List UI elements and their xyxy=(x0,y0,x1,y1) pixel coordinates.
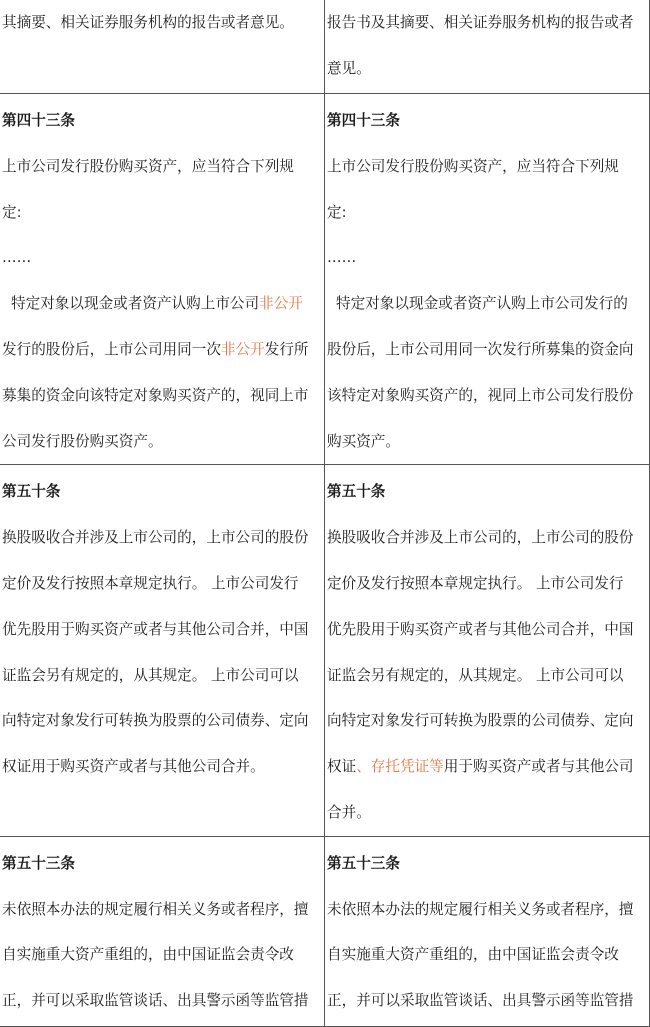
text-line: 自实施重大资产重组的，由中国证监会责令改 xyxy=(327,946,619,964)
text-line: 正，并可以采取监管谈话、出具警示函等监管措 xyxy=(2,992,309,1010)
article-heading: 第五十三条 xyxy=(2,854,75,872)
text-segment: 发行的股份后，上市公司用同一次 xyxy=(2,340,221,358)
text-line: 换股吸收合并涉及上市公司的，上市公司的股份 xyxy=(2,529,309,547)
new-text-cell xyxy=(325,465,650,836)
article-heading: 第五十条 xyxy=(2,483,61,501)
text-line: 公司发行股份购买资产。 xyxy=(2,432,163,450)
text-line: 正，并可以采取监管谈话、出具警示函等监管措 xyxy=(327,992,634,1010)
text-line: 向特定对象发行可转换为股票的公司债券、定向 xyxy=(327,712,634,730)
text-line: 该特定对象购买资产的，视同上市公司发行股份 xyxy=(327,386,634,404)
text-line: 未依照本办法的规定履行相关义务或者程序，擅 xyxy=(327,900,634,918)
article-heading: 第四十三条 xyxy=(327,112,400,129)
old-text-cell xyxy=(0,0,325,94)
text-line: 定价及发行按照本章规定执行。 上市公司发行 xyxy=(2,574,299,592)
text-line: 意见。 xyxy=(327,59,371,77)
table-row xyxy=(0,465,650,836)
table-row xyxy=(0,836,650,1026)
article-heading: 第五十三条 xyxy=(327,854,400,872)
text-line: 向特定对象发行可转换为股票的公司债券、定向 xyxy=(2,712,309,730)
old-text-cell xyxy=(0,836,325,1026)
text-segment: 发行所 xyxy=(264,340,309,358)
old-text-cell xyxy=(0,465,325,836)
new-text-cell xyxy=(325,0,650,94)
text-line: 报告书及其摘要、相关证券服务机构的报告或者 xyxy=(327,14,634,31)
text-line: 未依照本办法的规定履行相关义务或者程序，擅 xyxy=(2,900,309,918)
text-line: 优先股用于购买资产或者与其他公司合并，中国 xyxy=(2,620,309,638)
text-line: 证监会另有规定的，从其规定。 上市公司可以 xyxy=(2,666,299,684)
text-line: 购买资产。 xyxy=(327,432,400,450)
text-segment: 特定对象以现金或者资产认购上市公司 xyxy=(11,295,260,313)
text-line: …… xyxy=(327,249,357,267)
text-line xyxy=(2,281,324,327)
highlighted-text: 非公开 xyxy=(259,295,303,313)
new-text-cell xyxy=(325,836,650,1026)
text-line: 定: xyxy=(327,203,347,221)
text-line: 合并。 xyxy=(327,803,371,821)
text-line: 特定对象以现金或者资产认购上市公司发行的 xyxy=(336,295,628,313)
text-line xyxy=(2,327,324,373)
text-line: 定价及发行按照本章规定执行。 上市公司发行 xyxy=(327,574,624,592)
text-line: 自实施重大资产重组的，由中国证监会责令改 xyxy=(2,946,294,964)
highlighted-text: 、存托凭证等 xyxy=(356,758,444,776)
highlighted-text: 非公开 xyxy=(220,340,265,358)
text-line: 证监会另有规定的，从其规定。 上市公司可以 xyxy=(327,666,624,684)
text-line: 定: xyxy=(2,203,22,221)
text-line: …… xyxy=(2,249,32,267)
table-row xyxy=(0,94,650,465)
text-line: 优先股用于购买资产或者与其他公司合并，中国 xyxy=(327,620,634,638)
article-heading: 第四十三条 xyxy=(2,112,75,129)
new-text-cell xyxy=(325,94,650,465)
text-line: 其摘要、相关证券服务机构的报告或者意见。 xyxy=(2,14,294,31)
text-line: 权证用于购买资产或者与其他公司合并。 xyxy=(2,758,265,776)
text-segment: 权证 xyxy=(327,758,357,776)
table-row xyxy=(0,0,650,94)
old-text-cell xyxy=(0,94,325,465)
text-line: 上市公司发行股份购买资产，应当符合下列规 xyxy=(2,157,294,175)
text-line xyxy=(327,744,649,790)
text-line: 换股吸收合并涉及上市公司的，上市公司的股份 xyxy=(327,529,634,547)
text-line: 上市公司发行股份购买资产，应当符合下列规 xyxy=(327,157,619,175)
article-heading: 第五十条 xyxy=(327,483,386,501)
text-line: 募集的资金向该特定对象购买资产的，视同上市 xyxy=(2,386,309,404)
text-line: 股份后，上市公司用同一次发行所募集的资金向 xyxy=(327,340,634,358)
text-segment: 用于购买资产或者与其他公司 xyxy=(443,758,634,776)
